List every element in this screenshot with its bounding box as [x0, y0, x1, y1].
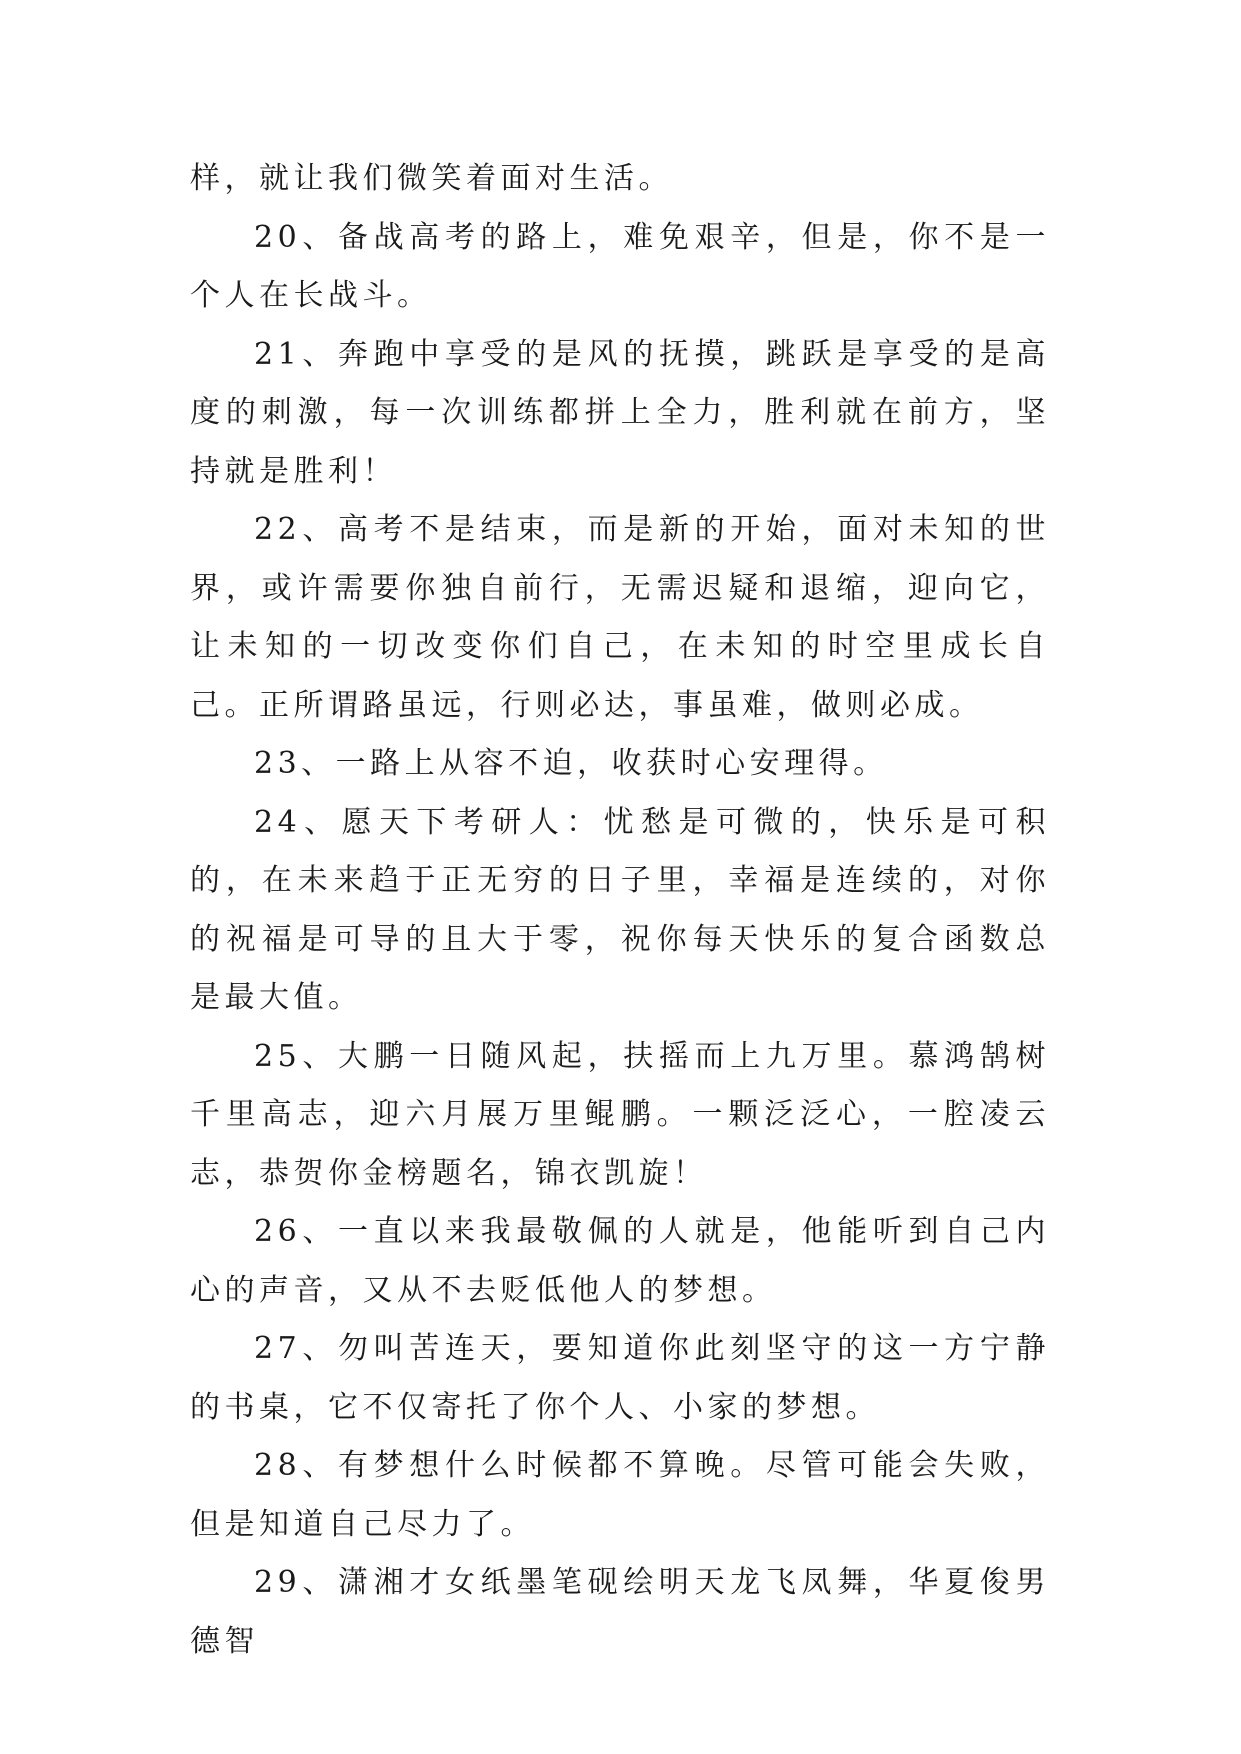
paragraph-25: 25、大鹏一日随风起，扶摇而上九万里。慕鸿鹄树千里高志，迎六月展万里鲲鹏。一颗泛泛心，一腔凌云志，恭贺你金榜题名，锦衣凯旋！: [190, 1038, 1050, 1191]
paragraph-27: 27、勿叫苦连天，要知道你此刻坚守的这一方宁静的书桌，它不仅寄托了你个人、小家的梦想。: [190, 1331, 1050, 1425]
paragraph-29: 29、潇湘才女纸墨笔砚绘明天龙飞凤舞，华夏俊男德智: [190, 1565, 1050, 1659]
paragraph-22: 22、高考不是结束，而是新的开始，面对未知的世界，或许需要你独自前行，无需迟疑和退缩，迎向它，让未知的一切改变你们自己，在未知的时空里成长自己。正所谓路虽远，行则必达，事虽难，做则必成。: [190, 512, 1050, 723]
paragraph-20: 20、备战高考的路上，难免艰辛，但是，你不是一个人在长战斗。: [190, 219, 1050, 313]
paragraph-24: 24、愿天下考研人：忧愁是可微的，快乐是可积的，在未来趋于正无穷的日子里，幸福是连续的，对你的祝福是可导的且大于零，祝你每天快乐的复合函数总是最大值。: [190, 804, 1050, 1015]
paragraph-26: 26、一直以来我最敬佩的人就是，他能听到自己内心的声音，又从不去贬低他人的梦想。: [190, 1214, 1050, 1308]
paragraph-21: 21、奔跑中享受的是风的抚摸，跳跃是享受的是高度的刺激，每一次训练都拼上全力，胜利就在前方，坚持就是胜利！: [190, 336, 1050, 489]
paragraph-23: 23、一路上从容不迫，收获时心安理得。: [254, 746, 888, 781]
paragraph-continued: 样，就让我们微笑着面对生活。: [190, 161, 673, 196]
paragraph-28: 28、有梦想什么时候都不算晚。尽管可能会失败，但是知道自己尽力了。: [190, 1448, 1050, 1542]
document-page: [190, 150, 1050, 1671]
